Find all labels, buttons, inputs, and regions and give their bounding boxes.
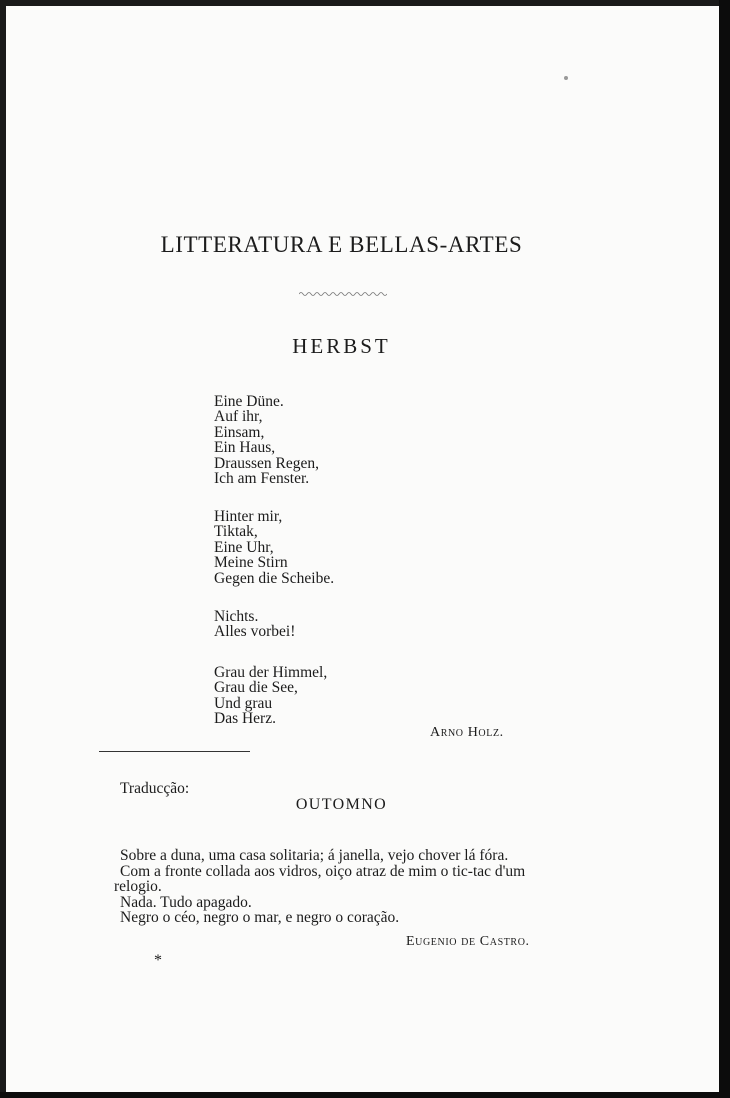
poem-line: Eine Uhr, <box>214 538 274 556</box>
poem-line: Hinter mir, <box>214 508 283 525</box>
prose-line: Nada. Tudo apagado. <box>120 893 252 911</box>
end-asterisk: * <box>154 952 162 969</box>
wavy-ornament <box>299 291 387 297</box>
poem-line: Tiktak, <box>214 523 258 541</box>
section-title: LITTERATURA E BELLAS-ARTES <box>160 232 523 257</box>
poem-line: Das Herz. <box>214 710 276 728</box>
stanza-3 <box>214 609 295 640</box>
prose-line: relogio. <box>114 878 162 896</box>
poem-line: Ein Haus, <box>214 439 276 457</box>
poem-line: Auf ihr, <box>214 408 263 426</box>
translator-name: Eugenio de Castro. <box>406 934 530 949</box>
poem-line: Eine Düne. <box>214 393 284 410</box>
page <box>6 6 719 1092</box>
poem-line: Meine Stirn <box>214 554 288 572</box>
poem-line: Einsam, <box>214 423 265 441</box>
prose-line: Com a fronte collada aos vidros, oiço atraz de mim o tic-tac d'um <box>120 862 526 880</box>
stanza-2 <box>214 509 334 586</box>
prose-line: Negro o céo, negro o mar, e negro o coração. <box>120 909 400 927</box>
poem-author: Arno Holz. <box>430 725 504 740</box>
poem-line: Draussen Regen, <box>214 454 320 472</box>
poem-line: Gegen die Scheibe. <box>214 569 335 587</box>
scan-edge-bottom <box>0 1092 730 1098</box>
poem-title: HERBST <box>292 334 391 358</box>
poem-line: Grau die See, <box>214 679 298 697</box>
stanza-4 <box>214 665 327 727</box>
translation-title: OUTOMNO <box>295 796 388 813</box>
poem-line: Ich am Fenster. <box>214 470 310 488</box>
poem-line: Alles vorbei! <box>214 623 296 641</box>
divider-rule <box>99 751 250 752</box>
poem-line: Nichts. <box>214 608 259 625</box>
poem-line: Grau der Himmel, <box>214 664 328 681</box>
translation-text <box>114 848 584 926</box>
ink-speck <box>564 76 568 80</box>
prose-line: Sobre a duna, uma casa solitaria; á janella, vejo chover lá fóra. <box>120 847 509 864</box>
scan-edge-right <box>719 0 730 1098</box>
stanza-1 <box>214 394 319 486</box>
translation-label: Traducção: <box>120 780 190 797</box>
poem-line: Und grau <box>214 694 273 712</box>
